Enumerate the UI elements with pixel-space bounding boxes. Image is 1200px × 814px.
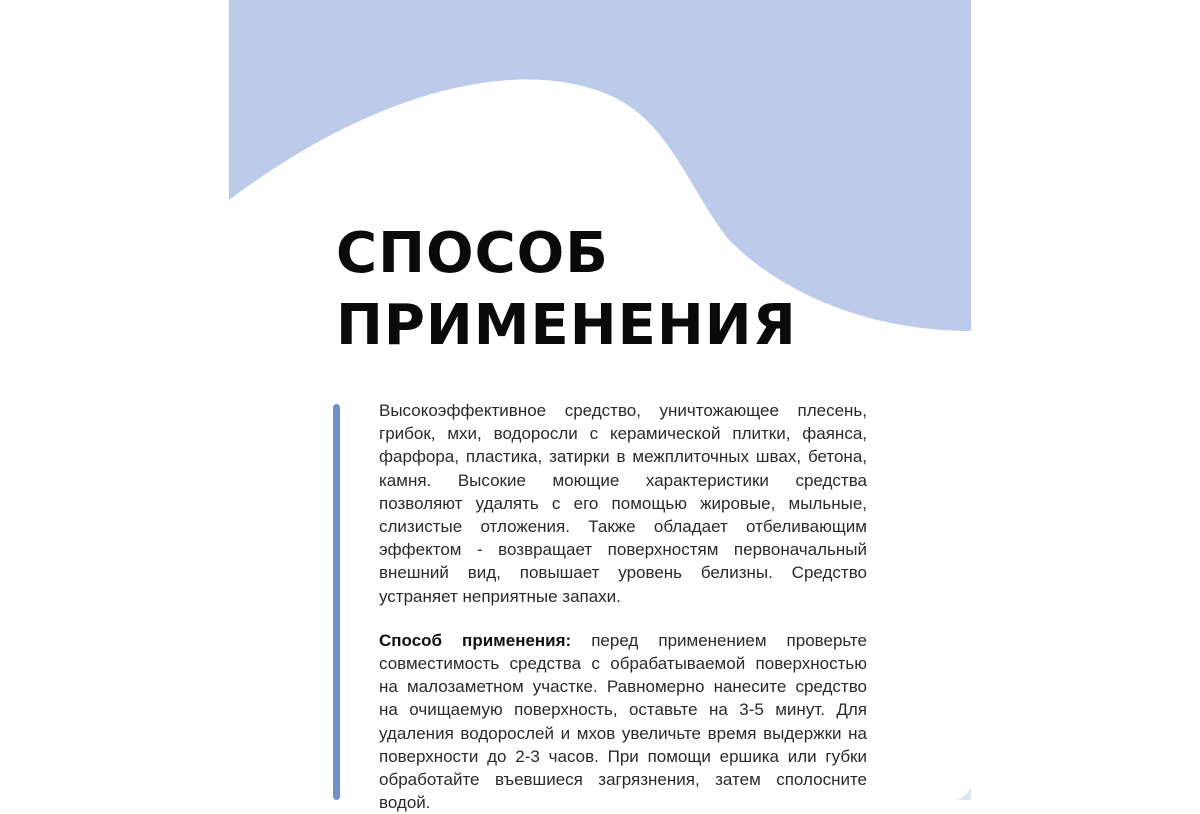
page-corner-curl [957, 786, 971, 800]
usage-label: Способ применения: [379, 630, 572, 650]
product-info-card [229, 0, 971, 813]
description-paragraph: Высокоэффективное средство, уничтожающее плесень, грибок, мхи, водоросли с керамической плитки, фаянса, фарфора, пластика, затирки в межплиточных швах, бетона, камня. Высокие моющие характеристики средства позволяют удалять с его помощью жировые, мыльные, слизистые отложения. Также обладает отбеливающим эффектом - возвращает поверхностям первоначальный внешний вид, повышает уровень белизны. Средство устраняет неприятные запахи. [379, 401, 867, 606]
title-line-2: ПРИМЕНЕНИЯ [336, 293, 797, 358]
page-title [336, 218, 797, 362]
accent-bar [333, 404, 340, 800]
title-line-1: СПОСОБ [336, 221, 609, 286]
body-text [379, 399, 867, 814]
usage-text: перед применением проверьте совместимость средства с обрабатываемой поверхностью на малозаметном участке. Равномерно нанесите средство на очищаемую поверхность, оставьте на 3-5 минут. Для удаления водорослей и мхов увеличьте время выдержки на поверхности до 2-3 часов. При помощи ершика или губки обработайте въевшиеся загрязнения, затем сполосните водой. [379, 630, 867, 813]
usage-paragraph [379, 629, 867, 814]
